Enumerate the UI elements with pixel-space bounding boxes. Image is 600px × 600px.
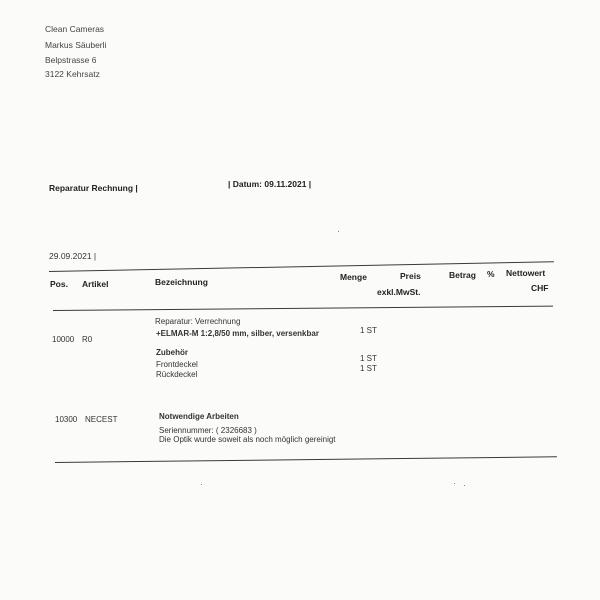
row2-artikel: NECEST xyxy=(85,415,118,424)
row2-line-2: Seriennummer: ( 2326683 ) xyxy=(159,426,257,435)
header-menge: Menge xyxy=(340,272,367,282)
header-pos: Pos. xyxy=(50,279,68,289)
scan-speck xyxy=(454,483,455,484)
header-currency: CHF xyxy=(531,283,549,293)
row1-menge-1: 1 ST xyxy=(360,326,377,335)
document-date: | Datum: 09.11.2021 | xyxy=(228,179,312,189)
table-header-rule xyxy=(53,306,553,311)
row1-line-5: Rückdeckel xyxy=(156,370,198,379)
row2-line-3: Die Optik wurde soweit als noch möglich gereinigt xyxy=(159,435,336,444)
row1-artikel: R0 xyxy=(82,335,93,344)
document-title: Reparatur Rechnung | xyxy=(49,183,138,193)
row1-menge-3: 1 ST xyxy=(360,364,377,373)
scan-speck xyxy=(201,484,202,485)
order-date: 29.09.2021 | xyxy=(49,251,97,261)
row1-line-1: Reparatur: Verrechnung xyxy=(155,317,241,326)
header-percent: % xyxy=(487,269,495,279)
row1-line-3: Zubehör xyxy=(156,348,188,357)
scan-speck xyxy=(464,485,465,486)
sender-name: Markus Säuberli xyxy=(45,40,107,50)
scan-speck xyxy=(338,231,339,232)
header-preis: Preis xyxy=(400,271,421,281)
header-betrag: Betrag xyxy=(449,270,476,280)
header-preis-sub: exkl.MwSt. xyxy=(377,287,421,297)
row1-pos: 10000 xyxy=(52,335,75,344)
header-nettowert: Nettowert xyxy=(506,268,546,278)
sender-street: Belpstrasse 6 xyxy=(45,55,97,65)
sender-city: 3122 Kehrsatz xyxy=(45,69,100,79)
header-artikel: Artikel xyxy=(82,279,109,289)
header-bezeichnung: Bezeichnung xyxy=(155,277,208,287)
row2-line-1: Notwendige Arbeiten xyxy=(159,412,239,421)
sender-company: Clean Cameras xyxy=(45,24,105,34)
row1-line-4: Frontdeckel xyxy=(156,360,198,369)
row1-menge-2: 1 ST xyxy=(360,354,377,363)
table-bottom-rule xyxy=(55,456,557,463)
row1-line-2: +ELMAR-M 1:2,8/50 mm, silber, versenkbar xyxy=(156,329,319,338)
table-top-rule xyxy=(49,261,554,272)
row2-pos: 10300 xyxy=(55,415,78,424)
